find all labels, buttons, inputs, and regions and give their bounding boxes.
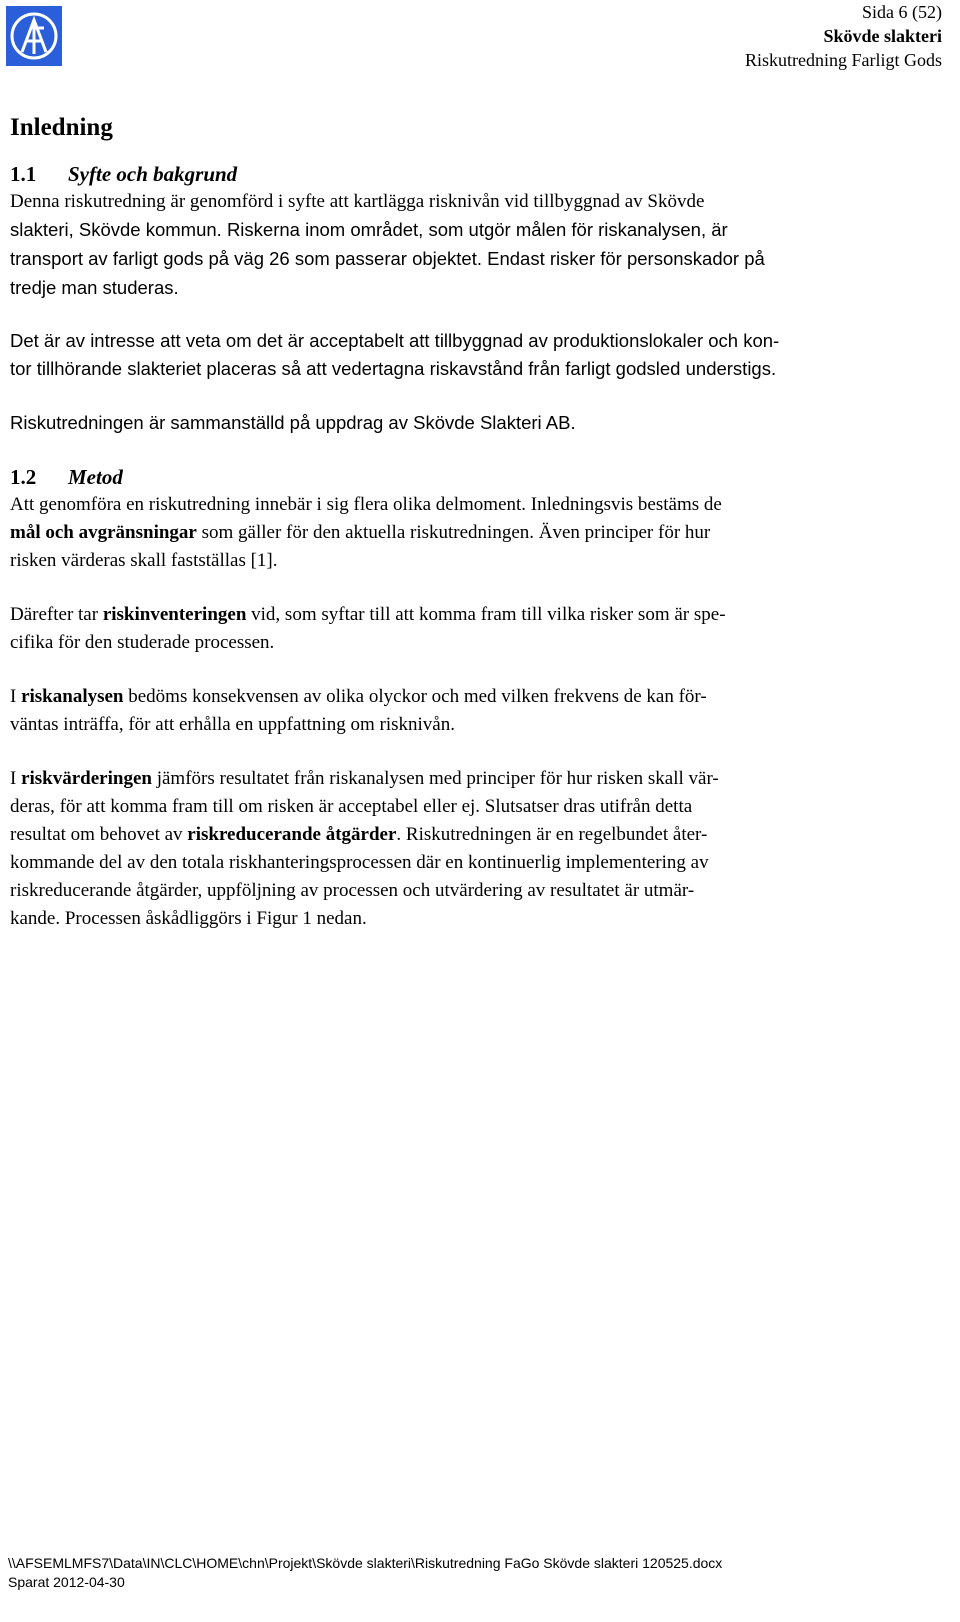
text-line: kommande del av den totala riskhanteringsprocessen där en kontinuerlig implementering av	[10, 852, 709, 873]
paragraph-metod-3	[10, 683, 930, 739]
paragraph-intresse	[10, 327, 930, 383]
text-fragment: resultat om behovet av	[10, 824, 188, 845]
bold-term: riskreducerande åtgärder	[187, 824, 397, 845]
text-line: tor tillhörande slakteriet placeras så att vedertagna riskavstånd från farligt godsled understigs.	[10, 358, 777, 379]
bold-term: riskvärderingen	[21, 768, 152, 789]
text-fragment: vid, som syftar till att komma fram till vilka risker som är spe-	[246, 604, 726, 625]
file-path: \\AFSEMLMFS7\Data\IN\CLC\HOME\chn\Projekt\Skövde slakteri\Riskutredning FaGo Skövde slakteri 120525.docx	[8, 1555, 723, 1571]
text-fragment: I	[10, 768, 22, 789]
paragraph-metod-1	[10, 491, 930, 575]
bold-term: mål och avgränsningar	[10, 522, 197, 543]
text-line: transport av farligt gods på väg 26 som passerar objektet. Endast risker för personskador på	[10, 248, 765, 269]
section-title: Metod	[68, 465, 123, 489]
text-line: Det är av intresse att veta om det är acceptabelt att tillbyggnad av produktionslokaler och kon-	[10, 330, 780, 351]
paragraph-metod-2	[10, 601, 930, 657]
section-title: Syfte och bakgrund	[68, 162, 238, 186]
paragraph-uppdrag: Riskutredningen är sammanställd på uppdrag av Skövde Slakteri AB.	[10, 412, 576, 433]
bold-term: riskinventeringen	[102, 604, 247, 625]
section-number: 1.1	[10, 162, 37, 186]
text-line: som gäller för den aktuella riskutredningen. Även principer för hur	[196, 522, 711, 543]
paragraph-metod-4	[10, 765, 930, 933]
text-fragment: I	[10, 686, 22, 707]
page-number: Sida 6 (52)	[862, 2, 942, 22]
text-line: risken värderas skall fastställas [1].	[10, 550, 278, 571]
document-body	[10, 110, 930, 933]
saved-date: Sparat 2012-04-30	[8, 1574, 125, 1590]
af-logo-icon	[6, 6, 62, 66]
text-line: Att genomföra en riskutredning innebär i sig flera olika delmoment. Inledningsvis bestäms de	[10, 494, 722, 515]
text-line: väntas inträffa, för att erhålla en uppfattning om risknivån.	[10, 714, 455, 735]
text-line: slakteri, Skövde kommun. Riskerna inom området, som utgör målen för riskanalysen, är	[10, 219, 728, 240]
page-header	[745, 0, 942, 72]
text-fragment: bedöms konsekvensen av olika olyckor och med vilken frekvens de kan för-	[123, 686, 707, 707]
heading-inledning: Inledning	[10, 114, 113, 141]
page-footer	[8, 1554, 722, 1592]
bold-term: riskanalysen	[21, 686, 124, 707]
section-heading-syfte	[10, 160, 930, 188]
section-heading-metod	[10, 463, 930, 491]
company-name: Skövde slakteri	[823, 26, 942, 46]
text-fragment: Därefter tar	[10, 604, 103, 625]
text-line: riskreducerande åtgärder, uppföljning av processen och utvärdering av resultatet är utmär-	[10, 880, 695, 901]
section-number: 1.2	[10, 465, 37, 489]
text-line: cifika för den studerade processen.	[10, 632, 275, 653]
text-fragment: jämförs resultatet från riskanalysen med principer för hur risken skall vär-	[151, 768, 719, 789]
text-line: tredje man studeras.	[10, 277, 179, 298]
report-title: Riskutredning Farligt Gods	[745, 50, 942, 70]
paragraph-syfte	[10, 188, 930, 303]
text-fragment: . Riskutredningen är en regelbundet åter-	[396, 824, 708, 845]
text-line: Denna riskutredning är genomförd i syfte att kartlägga risknivån vid tillbyggnad av Skövde	[10, 191, 705, 212]
text-line: deras, för att komma fram till om risken är acceptabel eller ej. Slutsatser dras utifrån detta	[10, 796, 693, 817]
text-line: kande. Processen åskådliggörs i Figur 1 nedan.	[10, 908, 367, 929]
